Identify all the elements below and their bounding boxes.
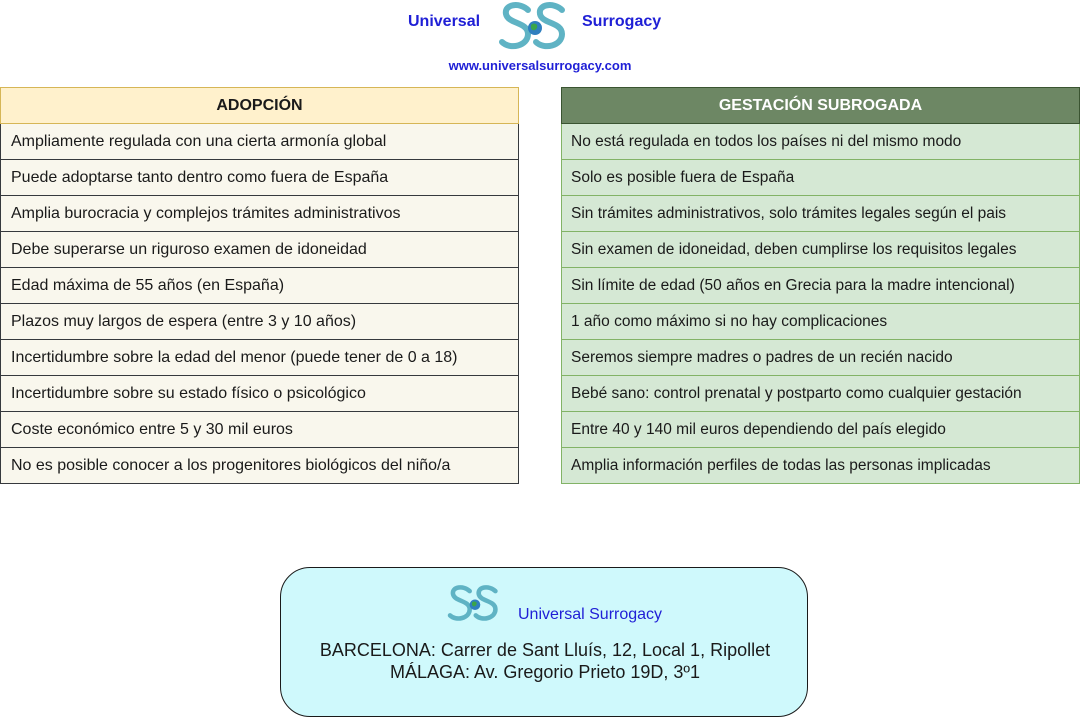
header [0,0,1080,80]
brand-name-right: Surrogacy [582,13,662,30]
universal-surrogacy-logo-icon [498,0,572,54]
universal-surrogacy-logo-icon [447,582,503,626]
adopcion-row: Ampliamente regulada con una cierta armonía global [1,124,519,160]
adopcion-row: No es posible conocer a los progenitores biológicos del niño/a [1,448,519,484]
gestacion-row: Entre 40 y 140 mil euros dependiendo del país elegido [562,412,1080,448]
website-url[interactable]: www.universalsurrogacy.com [448,58,632,73]
gestacion-row: No está regulada en todos los países ni del mismo modo [562,124,1080,160]
gestacion-row: Amplia información perfiles de todas las personas implicadas [562,448,1080,484]
adopcion-table [0,87,519,484]
adopcion-row: Puede adoptarse tanto dentro como fuera de España [1,160,519,196]
adopcion-row: Incertidumbre sobre la edad del menor (puede tener de 0 a 18) [1,340,519,376]
brand-name-left: Universal [408,13,481,30]
gestacion-row: Solo es posible fuera de España [562,160,1080,196]
adopcion-header: ADOPCIÓN [1,88,519,124]
adopcion-row: Coste económico entre 5 y 30 mil euros [1,412,519,448]
gestacion-row: Sin examen de idoneidad, deben cumplirse los requisitos legales [562,232,1080,268]
gestacion-row: 1 año como máximo si no hay complicaciones [562,304,1080,340]
gestacion-header: GESTACIÓN SUBROGADA [562,88,1080,124]
gestacion-row: Sin límite de edad (50 años en Grecia para la madre intencional) [562,268,1080,304]
contact-box [280,567,808,717]
address-malaga: MÁLAGA: Av. Gregorio Prieto 19D, 3º1 [389,662,701,682]
adopcion-row: Debe superarse un riguroso examen de idoneidad [1,232,519,268]
adopcion-row: Incertidumbre sobre su estado físico o psicológico [1,376,519,412]
footer-brand-name: Universal Surrogacy [518,606,663,623]
gestacion-row: Sin trámites administrativos, solo trámites legales según el pais [562,196,1080,232]
adopcion-row: Edad máxima de 55 años (en España) [1,268,519,304]
address-barcelona: BARCELONA: Carrer de Sant Lluís, 12, Local 1, Ripollet [319,640,771,660]
gestacion-table [561,87,1080,484]
gestacion-row: Bebé sano: control prenatal y postparto como cualquier gestación [562,376,1080,412]
adopcion-row: Plazos muy largos de espera (entre 3 y 10 años) [1,304,519,340]
adopcion-row: Amplia burocracia y complejos trámites administrativos [1,196,519,232]
gestacion-row: Seremos siempre madres o padres de un recién nacido [562,340,1080,376]
